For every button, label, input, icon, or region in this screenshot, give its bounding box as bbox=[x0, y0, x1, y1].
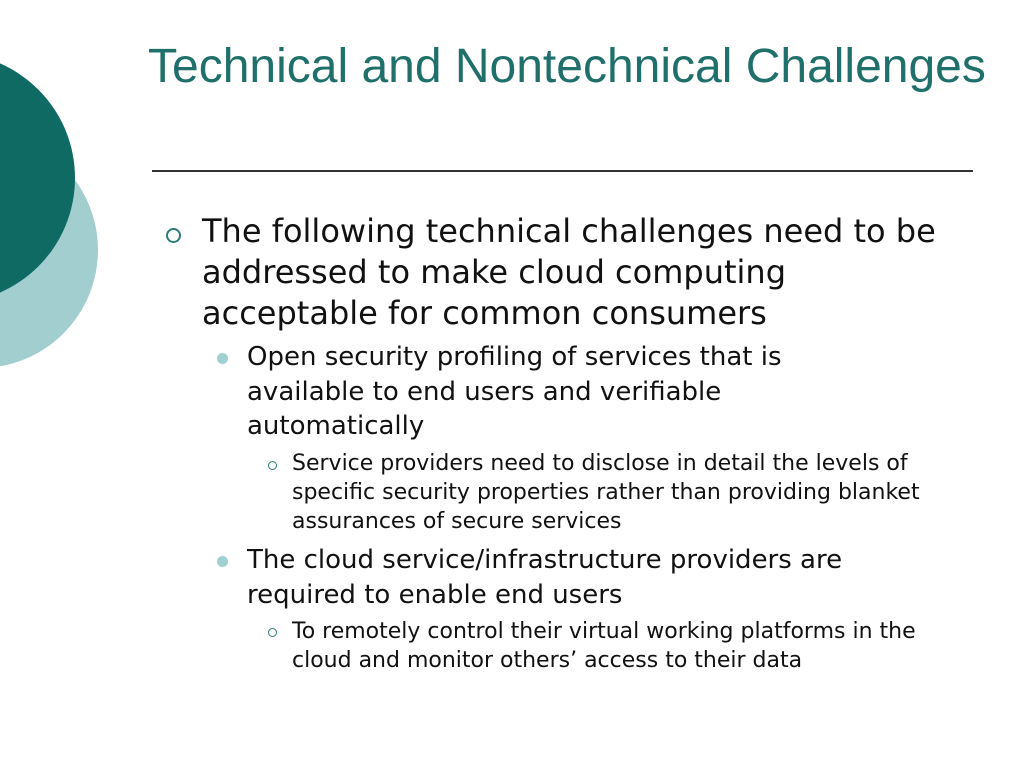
bullet-level2-providers: The cloud service/infrastructure providers are required to enable end users bbox=[247, 545, 843, 610]
bullet-level1-challenges: The following technical challenges need to be addressed to make cloud computing acceptable for common consumers bbox=[202, 212, 936, 332]
ring-bullet-icon bbox=[166, 228, 181, 243]
slide-title: Technical and Nontechnical Challenges bbox=[148, 40, 986, 93]
bullet-level3-disclosure: Service providers need to disclose in detail the levels of specific security properties rather than providing blanket assurances of secure services bbox=[292, 451, 920, 534]
dot-bullet-icon bbox=[217, 353, 228, 364]
bullet-level2-security-profiling: Open security profiling of services that is available to end users and verifiable automatically bbox=[247, 342, 782, 441]
small-ring-bullet-icon bbox=[268, 461, 277, 470]
small-ring-bullet-icon bbox=[268, 628, 277, 637]
dot-bullet-icon bbox=[217, 556, 228, 567]
bullet-level3-remote-control: To remotely control their virtual working platforms in the cloud and monitor others’ access to their data bbox=[292, 619, 916, 673]
